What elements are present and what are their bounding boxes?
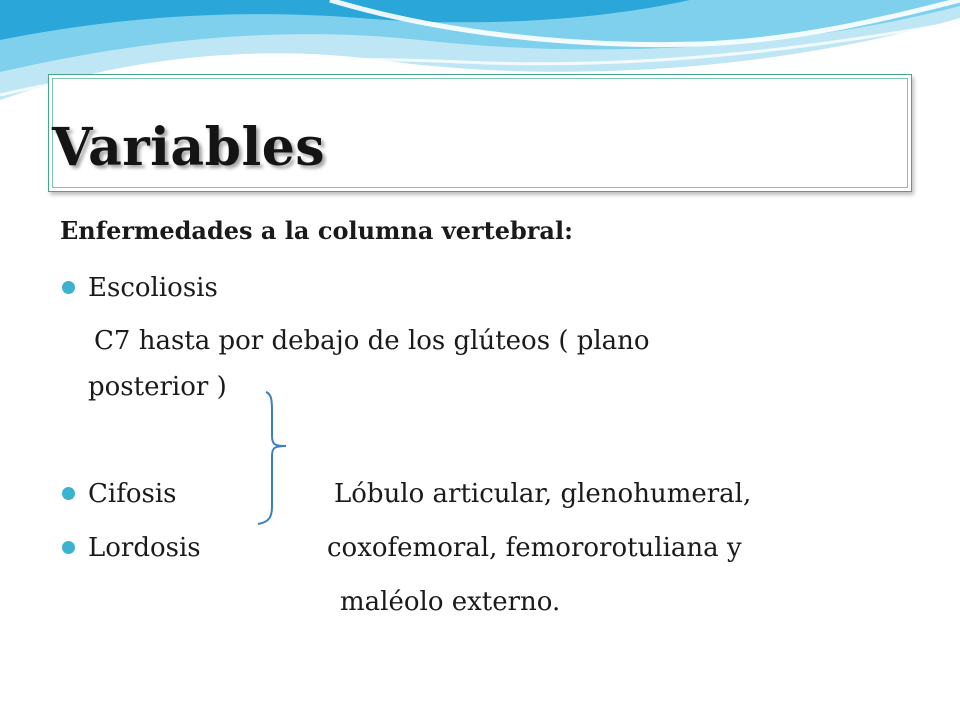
bullet-cifosis: Cifosis	[88, 479, 177, 509]
slide-subtitle: Enfermedades a la columna vertebral:	[60, 216, 573, 245]
escoliosis-detail-line-1: C7 hasta por debajo de los glúteos ( plano	[94, 326, 650, 356]
points-text-line-1: Lóbulo articular, glenohumeral,	[334, 479, 752, 509]
bullet-dot	[62, 541, 75, 554]
points-text-line-2: coxofemoral, femororotuliana y	[327, 533, 742, 563]
bracket-connector	[250, 388, 290, 528]
bullet-lordosis: Lordosis	[88, 533, 201, 563]
bullet-escoliosis: Escoliosis	[88, 273, 218, 303]
escoliosis-detail-line-2: posterior )	[88, 372, 227, 402]
slide-title: Variables	[52, 117, 326, 178]
points-text-line-3: maléolo externo.	[340, 587, 561, 617]
bullet-dot	[62, 487, 75, 500]
bullet-dot	[62, 281, 75, 294]
